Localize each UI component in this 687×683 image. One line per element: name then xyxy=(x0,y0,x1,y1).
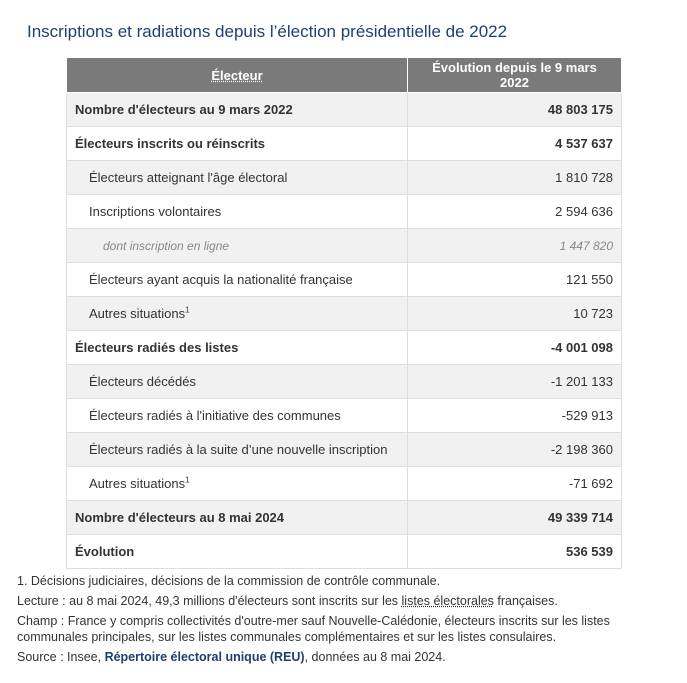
row-label xyxy=(67,195,408,229)
row-label xyxy=(67,399,408,433)
lecture-note xyxy=(17,593,672,609)
row-label xyxy=(67,433,408,467)
lecture-text-end: françaises. xyxy=(493,594,558,608)
row-value: 48 803 175 xyxy=(408,93,622,127)
table-row xyxy=(67,399,622,433)
row-value: 10 723 xyxy=(408,297,622,331)
table-row xyxy=(67,467,622,501)
row-label xyxy=(67,93,408,127)
row-label xyxy=(67,161,408,195)
row-label-text: Électeurs atteignant l'âge électoral xyxy=(89,170,288,185)
source-text: Source : Insee, xyxy=(17,650,105,664)
row-label-text: Électeurs radiés à l'initiative des communes xyxy=(89,408,341,423)
row-value: 2 594 636 xyxy=(408,195,622,229)
row-label-text: Autres situations xyxy=(89,306,186,321)
row-label-text: Inscriptions volontaires xyxy=(89,204,222,219)
table-row xyxy=(67,331,622,365)
table-body xyxy=(67,93,622,569)
row-label xyxy=(67,263,408,297)
row-value: -4 001 098 xyxy=(408,331,622,365)
row-label-text: dont inscription en ligne xyxy=(103,238,230,253)
table-row xyxy=(67,93,622,127)
row-label xyxy=(67,331,408,365)
row-label xyxy=(67,127,408,161)
table-row xyxy=(67,127,622,161)
row-value: 121 550 xyxy=(408,263,622,297)
row-label-text: Nombre d'électeurs au 9 mars 2022 xyxy=(75,102,293,117)
row-label xyxy=(67,229,408,263)
lecture-text: Lecture : au 8 mai 2024, 49,3 millions d'électeurs sont inscrits sur les xyxy=(17,594,402,608)
row-label-text: Électeurs décédés xyxy=(89,374,196,389)
row-value: 1 810 728 xyxy=(408,161,622,195)
table-row xyxy=(67,535,622,569)
row-value: -529 913 xyxy=(408,399,622,433)
table-row xyxy=(67,297,622,331)
row-label-text: Électeurs inscrits ou réinscrits xyxy=(75,136,266,151)
reu-link[interactable]: Répertoire électoral unique (REU) xyxy=(104,650,305,664)
table-row xyxy=(67,263,622,297)
table-row xyxy=(67,161,622,195)
footnote-marker: 1 xyxy=(185,305,190,315)
page-title: Inscriptions et radiations depuis l’élection présidentielle de 2022 xyxy=(27,22,508,41)
row-label-text: Électeurs radiés des listes xyxy=(75,340,239,355)
row-label-text: Nombre d'électeurs au 8 mai 2024 xyxy=(75,510,285,525)
table-row xyxy=(67,501,622,535)
table-row xyxy=(67,229,622,263)
row-value: 4 537 637 xyxy=(408,127,622,161)
row-label-text: Électeurs ayant acquis la nationalité française xyxy=(89,272,353,287)
notes xyxy=(17,573,672,669)
row-label xyxy=(67,467,408,501)
row-value: -2 198 360 xyxy=(408,433,622,467)
row-label xyxy=(67,501,408,535)
row-label xyxy=(67,535,408,569)
row-label-text: Autres situations xyxy=(89,476,186,491)
row-label-text: Électeurs radiés à la suite d’une nouvelle inscription xyxy=(89,442,388,457)
column-header-evolution: Évolution depuis le 9 mars 2022 xyxy=(408,58,622,93)
champ-note: Champ : France y compris collectivités d'outre-mer sauf Nouvelle-Calédonie, électeurs inscrits sur les listes communales principales, sur les listes communales complémentaires et sur les listes consulaires. xyxy=(17,614,610,644)
row-value: -1 201 133 xyxy=(408,365,622,399)
row-value: 1 447 820 xyxy=(408,229,622,263)
footnote-1: 1. Décisions judiciaires, décisions de la commission de contrôle communale. xyxy=(17,574,441,588)
row-value: 536 539 xyxy=(408,535,622,569)
data-table xyxy=(66,57,622,569)
table-row xyxy=(67,365,622,399)
table-header-row xyxy=(67,58,622,93)
row-value: -71 692 xyxy=(408,467,622,501)
row-value: 49 339 714 xyxy=(408,501,622,535)
row-label xyxy=(67,365,408,399)
row-label-text: Évolution xyxy=(75,544,135,559)
column-header-electeur-label[interactable]: Électeur xyxy=(211,67,263,83)
source-text-end: , données au 8 mai 2024. xyxy=(304,650,446,664)
listes-electorales-link[interactable]: listes électorales xyxy=(401,594,494,608)
footnote-marker: 1 xyxy=(185,475,190,485)
table-row xyxy=(67,195,622,229)
column-header-electeur[interactable] xyxy=(67,58,408,93)
row-label xyxy=(67,297,408,331)
source-note xyxy=(17,649,672,665)
table-row xyxy=(67,433,622,467)
